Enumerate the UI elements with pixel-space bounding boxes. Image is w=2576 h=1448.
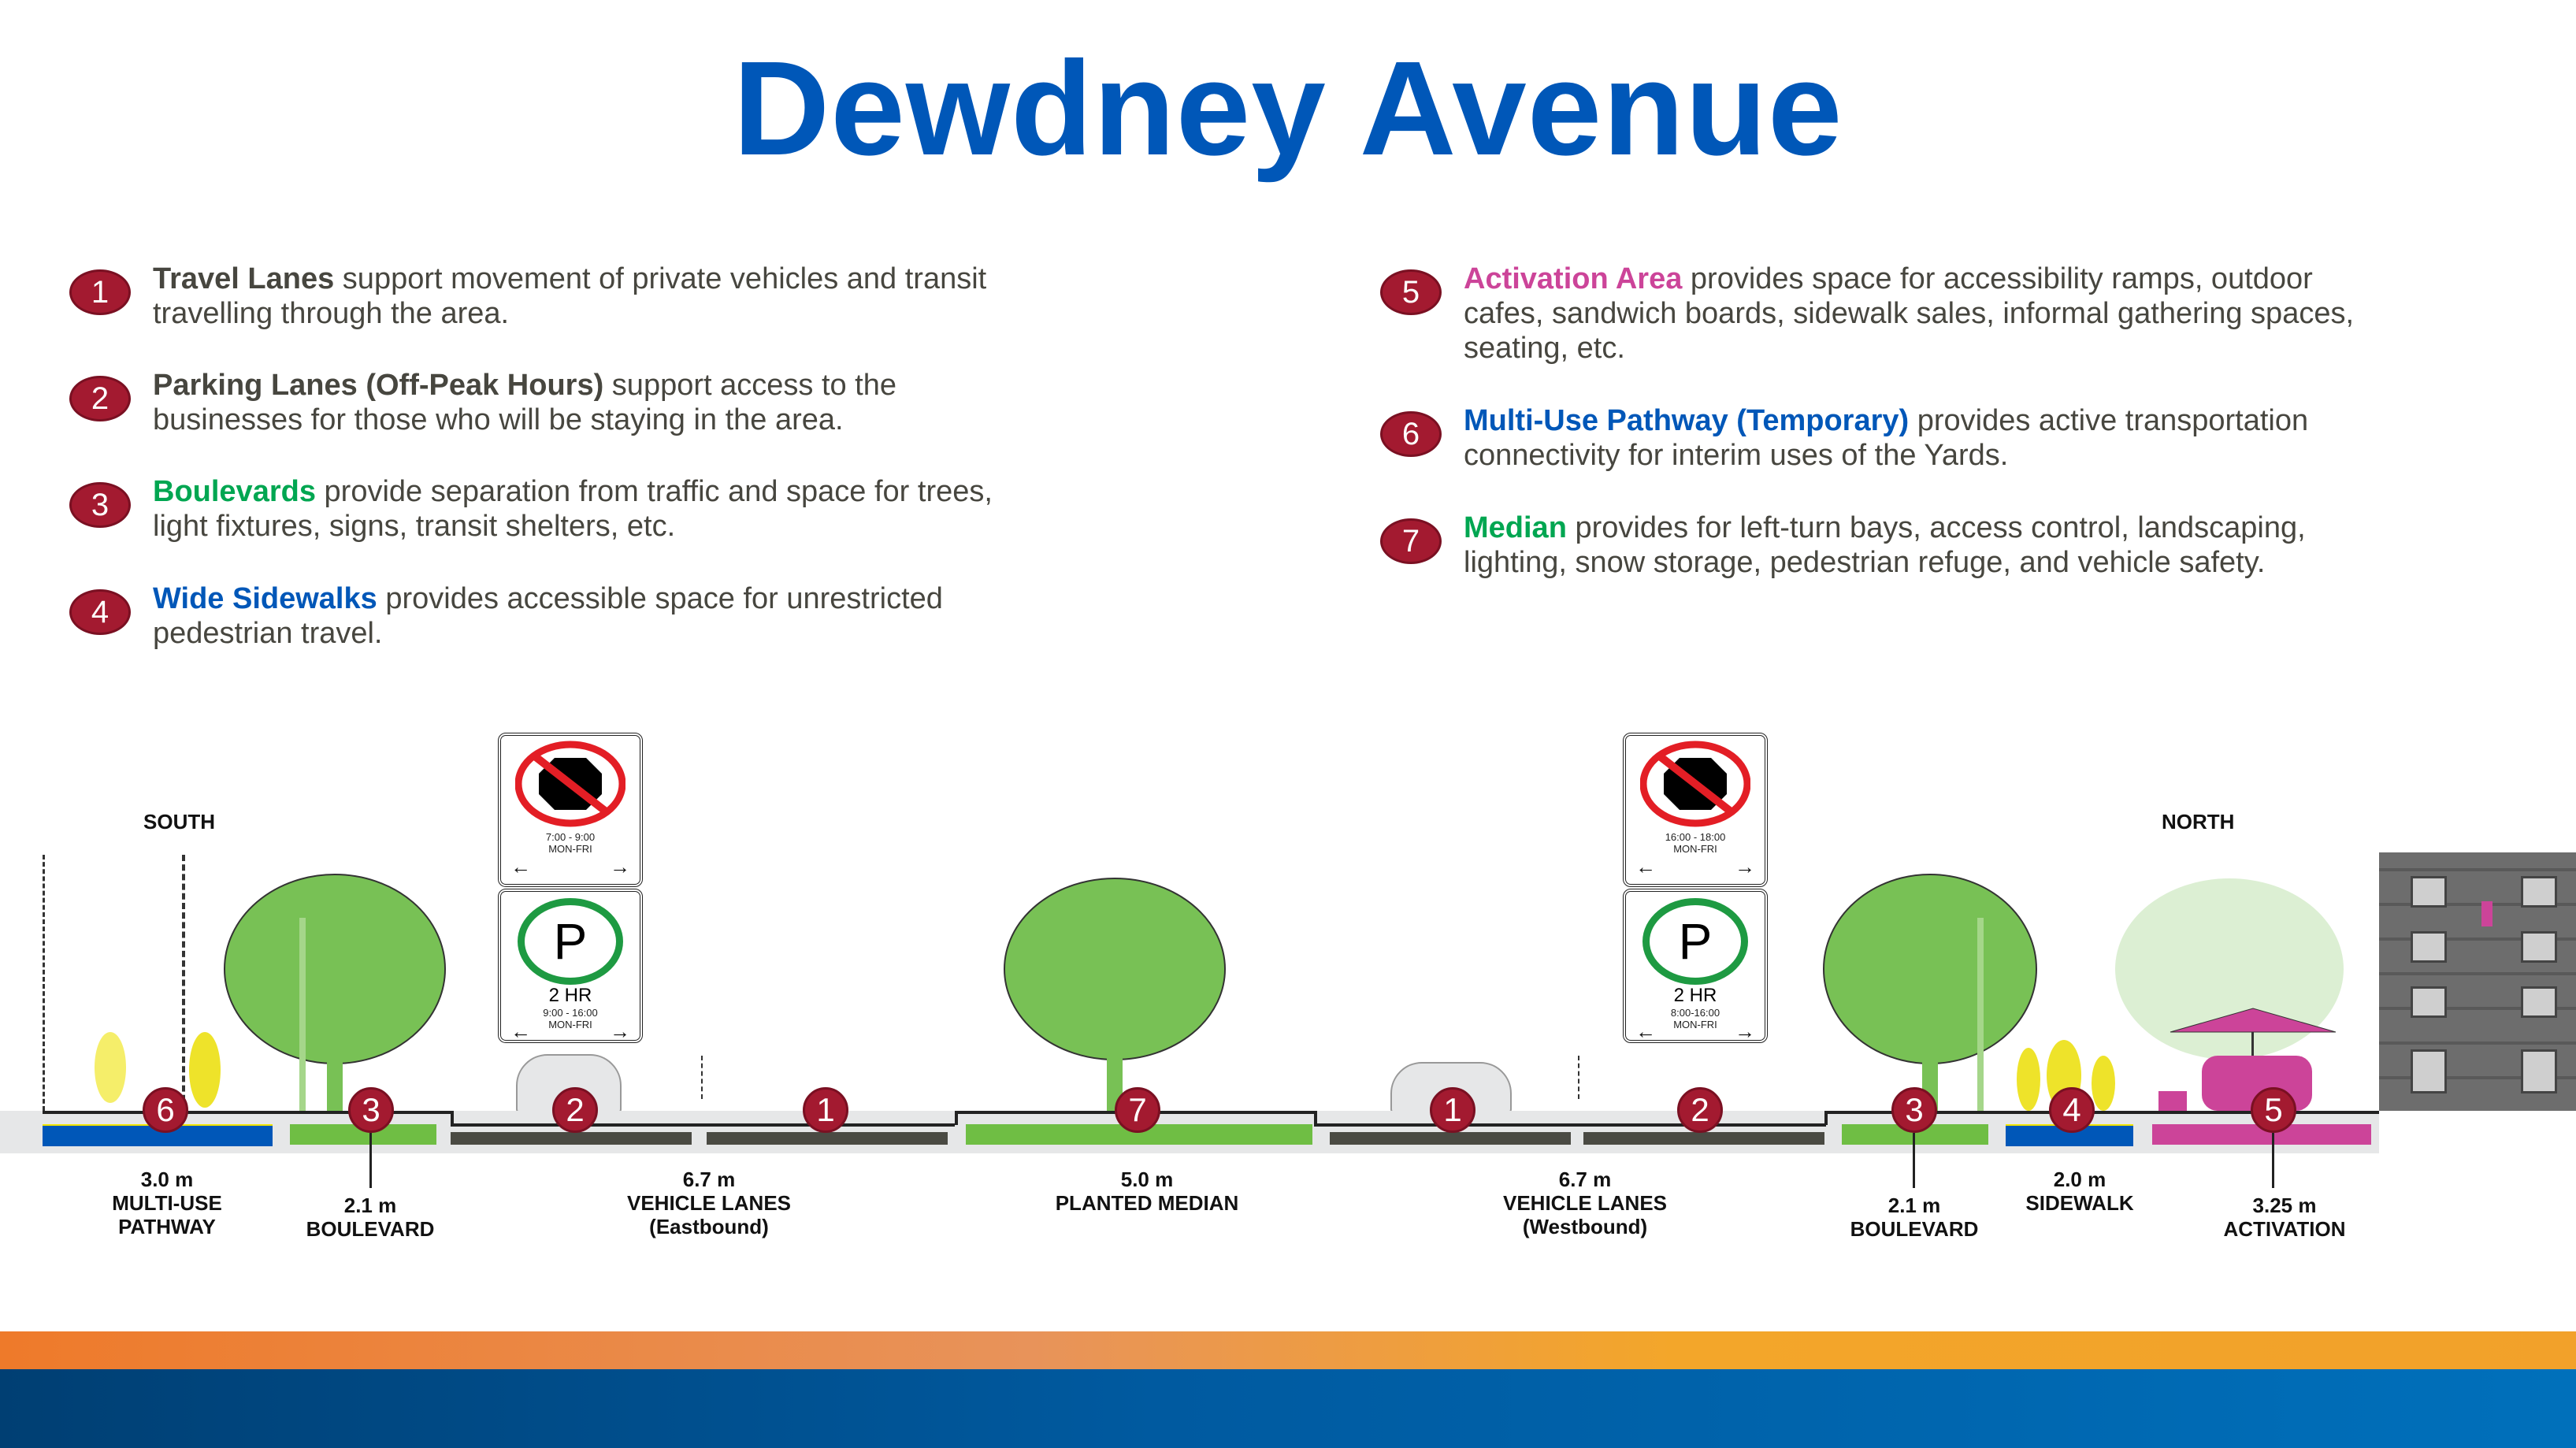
marker-4: 4 xyxy=(2049,1087,2095,1133)
legend-item-boulevards xyxy=(69,474,993,544)
zone-travel-lane-east xyxy=(707,1132,948,1145)
property-line xyxy=(43,855,45,1111)
dimension-boulevard-north: 2.1 m BOULEVARD xyxy=(1850,1194,1979,1241)
legend-desc: provides active transportation xyxy=(1909,404,2309,437)
south-label: SOUTH xyxy=(143,810,215,834)
marker-2: 2 xyxy=(1677,1087,1723,1133)
marker-3: 3 xyxy=(348,1087,394,1133)
parking-sign-west: P 2 HR 9:00 - 16:00 MON-FRI ← → xyxy=(498,889,643,1043)
arrow-left-icon: ← xyxy=(1635,1019,1656,1043)
legend-item-travel-lanes xyxy=(69,262,986,331)
dimension-planted-median: 5.0 m PLANTED MEDIAN xyxy=(1055,1168,1239,1215)
dimension-vehicle-lanes-westbound: 6.7 m VEHICLE LANES (Westbound) xyxy=(1502,1168,1668,1238)
legend-desc: cafes, sandwich boards, sidewalk sales, informal gathering spaces, xyxy=(1464,297,2355,330)
number-badge: 6 xyxy=(1380,411,1442,457)
arrow-right-icon: → xyxy=(1735,855,1755,878)
legend-term: Boulevards xyxy=(153,475,316,508)
marker-1: 1 xyxy=(803,1087,848,1133)
number-badge: 4 xyxy=(69,589,131,635)
marker-5: 5 xyxy=(2251,1087,2296,1133)
zone-travel-lane-west xyxy=(1330,1132,1571,1145)
north-label: NORTH xyxy=(2162,810,2235,834)
leader-line xyxy=(1913,1133,1915,1188)
arrow-left-icon: ← xyxy=(1635,855,1656,878)
road-line xyxy=(1314,1123,1826,1127)
legend-item-median xyxy=(1380,511,2306,580)
parking-sign-east: P 2 HR 8:00-16:00 MON-FRI ← → xyxy=(1623,889,1768,1043)
number-badge: 2 xyxy=(69,376,131,421)
legend-desc: seating, etc. xyxy=(1464,332,1625,365)
marker-6: 6 xyxy=(143,1087,188,1133)
legend-desc: provide separation from traffic and space for trees, xyxy=(315,475,993,508)
parking-icon: P xyxy=(1642,898,1748,985)
marker-3: 3 xyxy=(1891,1087,1937,1133)
footer-blue-band xyxy=(0,1369,2576,1448)
number-badge: 3 xyxy=(69,482,131,528)
arrow-right-icon: → xyxy=(1735,1019,1755,1043)
dimension-sidewalk: 2.0 m SIDEWALK xyxy=(2025,1168,2134,1215)
legend-desc: provides for left-turn bays, access control, landscaping, xyxy=(1566,511,2306,544)
lane-line xyxy=(701,1056,703,1099)
legend-desc: support access to the xyxy=(603,369,897,402)
legend-term: Travel Lanes xyxy=(153,262,335,295)
legend-desc: light fixtures, signs, transit shelters, etc. xyxy=(153,510,676,543)
legend-term: Parking Lanes (Off-Peak Hours) xyxy=(153,369,604,402)
no-stopping-icon xyxy=(515,741,625,827)
no-stopping-sign-east: 16:00 - 18:00 MON-FRI ← → xyxy=(1623,733,1768,887)
number-badge: 7 xyxy=(1380,518,1442,564)
zone-parking-lane-west xyxy=(1583,1132,1824,1145)
dimension-vehicle-lanes-eastbound: 6.7 m VEHICLE LANES (Eastbound) xyxy=(626,1168,792,1238)
legend-term: Median xyxy=(1464,511,1567,544)
legend-item-wide-sidewalks xyxy=(69,581,943,651)
legend-term: Activation Area xyxy=(1464,262,1683,295)
legend-desc: support movement of private vehicles and transit xyxy=(334,262,987,295)
footer-orange-band xyxy=(0,1331,2576,1369)
marker-1: 1 xyxy=(1430,1087,1475,1133)
legend-desc: pedestrian travel. xyxy=(153,617,383,650)
marker-7: 7 xyxy=(1115,1087,1160,1133)
legend-desc: provides accessible space for unrestricted xyxy=(377,582,943,615)
legend-desc: businesses for those who will be staying in the area. xyxy=(153,403,844,436)
dimension-activation: 3.25 m ACTIVATION xyxy=(2223,1194,2346,1241)
road-line xyxy=(451,1123,955,1127)
tree-icon xyxy=(1000,874,1229,1111)
dimension-boulevard-south: 2.1 m BOULEVARD xyxy=(306,1194,435,1241)
number-badge: 5 xyxy=(1380,269,1442,315)
legend-item-multi-use-pathway xyxy=(1380,403,2308,473)
legend-desc: provides space for accessibility ramps, outdoor xyxy=(1682,262,2313,295)
arrow-right-icon: → xyxy=(610,855,630,878)
arrow-left-icon: ← xyxy=(510,855,531,878)
zone-parking-lane-east xyxy=(451,1132,692,1145)
marker-2: 2 xyxy=(552,1087,598,1133)
dimension-multi-use-pathway: 3.0 m MULTI-USE PATHWAY xyxy=(112,1168,222,1238)
arrow-right-icon: → xyxy=(610,1019,630,1043)
legend-item-parking-lanes xyxy=(69,368,896,437)
lane-line xyxy=(1578,1056,1579,1099)
number-badge: 1 xyxy=(69,269,131,315)
no-stopping-icon xyxy=(1640,741,1750,827)
legend-desc: connectivity for interim uses of the Yards. xyxy=(1464,439,2009,472)
tree-icon xyxy=(221,871,449,1111)
legend-desc: lighting, snow storage, pedestrian refuge, and vehicle safety. xyxy=(1464,546,2266,579)
leader-line xyxy=(369,1133,372,1188)
sandwich-board xyxy=(2158,1091,2187,1111)
no-stopping-sign-west: 7:00 - 9:00 MON-FRI ← → xyxy=(498,733,643,887)
legend-term: Wide Sidewalks xyxy=(153,582,377,615)
arrow-left-icon: ← xyxy=(510,1019,531,1043)
building-image xyxy=(2379,852,2576,1111)
legend-desc: travelling through the area. xyxy=(153,297,510,330)
parking-icon: P xyxy=(518,898,623,985)
legend-term: Multi-Use Pathway (Temporary) xyxy=(1464,404,1910,437)
leader-line xyxy=(2272,1133,2274,1188)
legend-item-activation-area xyxy=(1380,262,2354,366)
page-title: Dewdney Avenue xyxy=(733,34,1843,184)
